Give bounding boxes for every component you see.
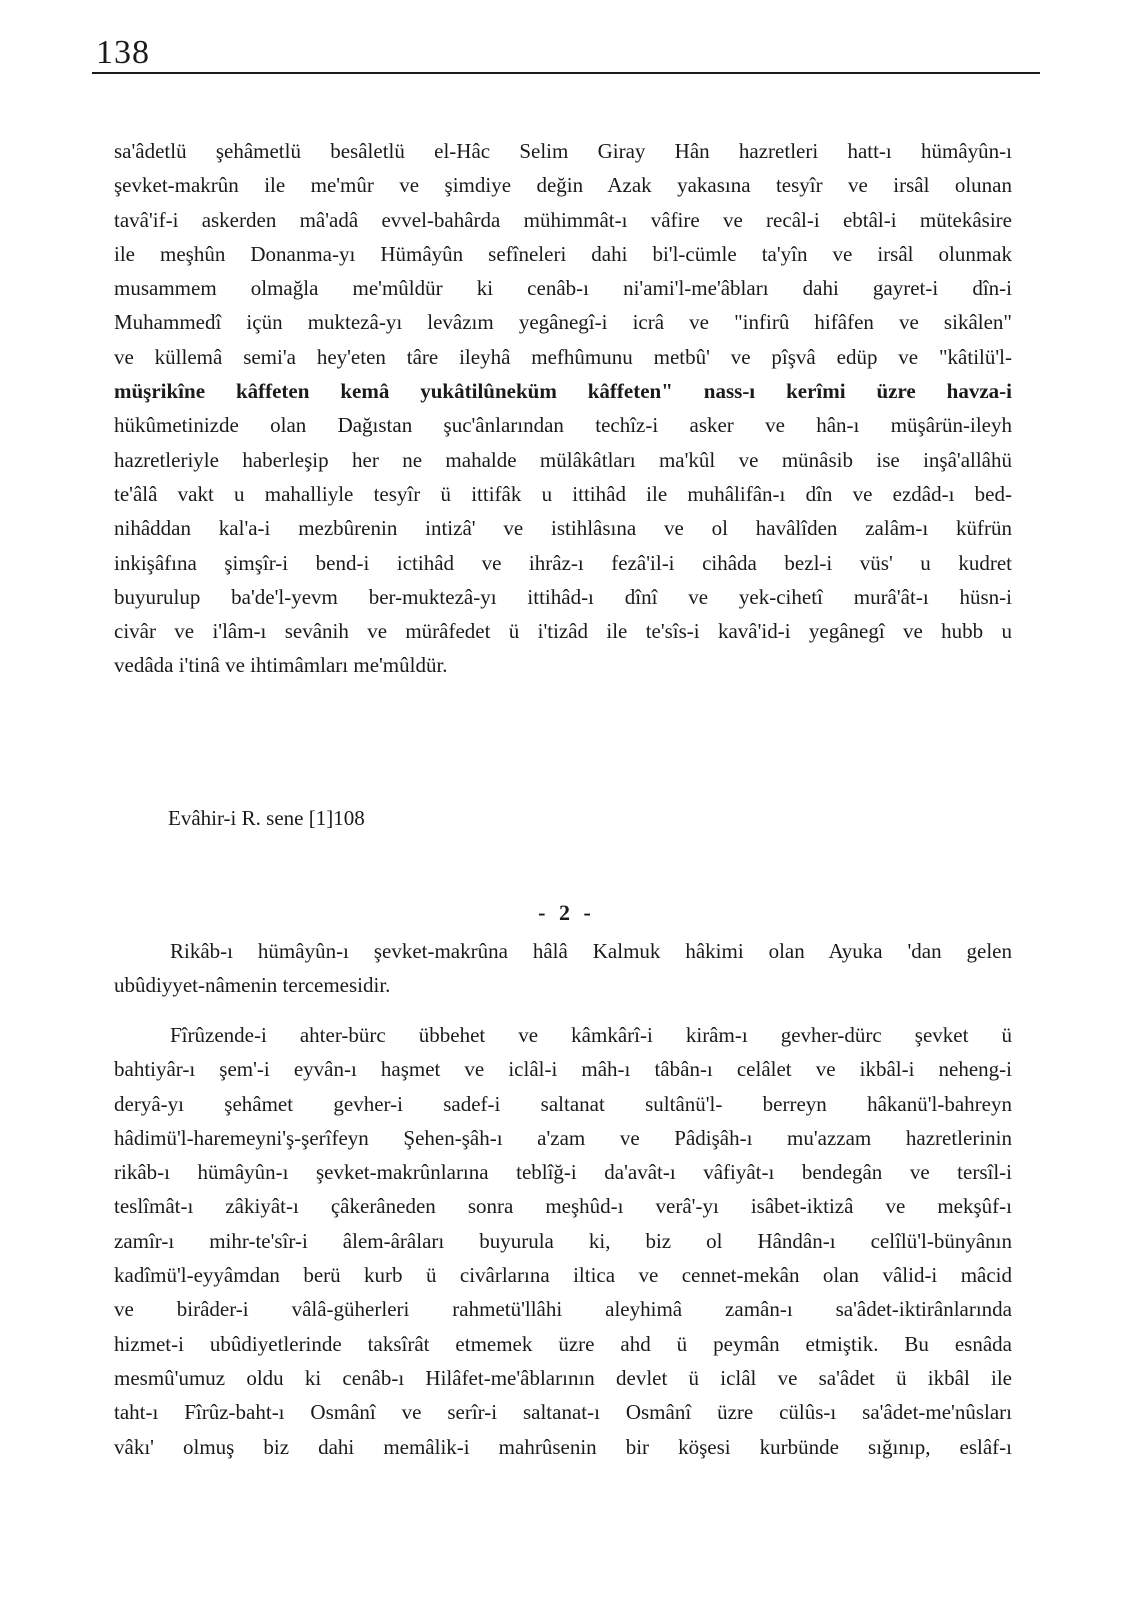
paragraph-1	[114, 134, 1012, 683]
text-line: hizmet-i ubûdiyetlerinde taksîrât etmemek üzre ahd ü peymân etmiştik. Bu esnâda	[114, 1331, 1012, 1356]
date-line: Evâhir-i R. sene [1]108	[168, 806, 365, 830]
header-rule	[92, 72, 1040, 74]
text-line: hükûmetinizde olan Dağıstan şuc'ânlarından techîz-i asker ve hân-ı müşârün-ileyh	[114, 413, 1012, 438]
text-line: zamîr-ı mihr-te'sîr-i âlem-ârâları buyurula ki, biz ol Hândân-ı celîlü'l-bünyânın	[114, 1228, 1012, 1253]
text-line: rikâb-ı hümâyûn-ı şevket-makrûnlarına teblîğ-i da'avât-ı vâfiyât-ı bendegân ve tersîl-i	[114, 1160, 1012, 1185]
text-line: ve birâder-i vâlâ-güherleri rahmetü'llâhi aleyhimâ zamân-ı sa'âdet-iktirânlarında	[114, 1297, 1012, 1322]
text-line: te'âlâ vakt u mahalliyle tesyîr ü ittifâk u ittihâd ile muhâlifân-ı dîn ve ezdâd-ı bed-	[114, 481, 1012, 506]
text-line: ubûdiyyet-nâmenin tercemesidir.	[114, 973, 391, 998]
text-line: nihâddan kal'a-i mezbûrenin intizâ' ve istihlâsına ve ol havâlîden zalâm-ı küfrün	[114, 516, 1012, 541]
text-line: Rikâb-ı hümâyûn-ı şevket-makrûna hâlâ Kalmuk hâkimi olan Ayuka 'dan gelen	[170, 939, 1012, 963]
text-line: hâdimü'l-haremeyni'ş-şerîfeyn Şehen-şâh-ı a'zam ve Pâdişâh-ı mu'azzam hazretlerinin	[114, 1125, 1012, 1150]
text-line: vâkı' olmuş biz dahi memâlik-i mahrûsenin bir köşesi kurbünde sığınıp, eslâf-ı	[114, 1434, 1012, 1459]
text-line: ile meşhûn Donanma-yı Hümâyûn sefîneleri dahi bi'l-cümle ta'yîn ve irsâl olunmak	[114, 241, 1012, 266]
text-line: sa'âdetlü şehâmetlü besâletlü el-Hâc Selim Giray Hân hazretleri hatt-ı hümâyûn-ı	[114, 139, 1012, 163]
text-line: kadîmü'l-eyyâmdan berü kurb ü civârlarına iltica ve cennet-mekân olan vâlid-i mâcid	[114, 1263, 1012, 1288]
text-line: deryâ-yı şehâmet gevher-i sadef-i saltanat sultânü'l- berreyn hâkanü'l-bahreyn	[114, 1091, 1012, 1116]
paragraph-3	[114, 1018, 1012, 1464]
text-line: civâr ve i'lâm-ı sevânih ve mürâfedet ü i'tizâd ile te'sîs-i kavâ'id-i yegânegî ve hubb u	[114, 619, 1012, 644]
text-line: mesmû'umuz oldu ki cenâb-ı Hilâfet-me'âblarının devlet ü iclâl ve sa'âdet ü ikbâl ile	[114, 1365, 1012, 1390]
text-line: hazretleriyle haberleşip her ne mahalde mülâkâtları ma'kûl ve münâsib ise inşâ'allâhü	[114, 447, 1012, 472]
text-line: ve küllemâ semi'a hey'eten târe ileyhâ mefhûmunu metbû' ve pîşvâ edüp ve "kâtilü'l-	[114, 344, 1012, 369]
paragraph-2	[114, 934, 1012, 1003]
text-line: taht-ı Fîrûz-baht-ı Osmânî ve serîr-i saltanat-ı Osmânî üzre cülûs-ı sa'âdet-me'nûsları	[114, 1400, 1012, 1425]
text-line: teslîmât-ı zâkiyât-ı çâkerâneden sonra meşhûd-ı verâ'-yı isâbet-iktizâ ve mekşûf-ı	[114, 1194, 1012, 1219]
text-line: Fîrûzende-i ahter-bürc übbehet ve kâmkârî-i kirâm-ı gevher-dürc şevket ü	[170, 1023, 1012, 1047]
text-line: Muhammedî içün muktezâ-yı levâzım yegânegî-i icrâ ve "infirû hifâfen ve sikâlen"	[114, 310, 1012, 335]
text-line: buyurulup ba'de'l-yevm ber-muktezâ-yı ittihâd-ı dînî ve yek-cihetî murâ'ât-ı hüsn-i	[114, 584, 1012, 609]
page-number: 138	[96, 34, 150, 71]
text-line: müşrikîne kâffeten kemâ yukâtilûneküm kâffeten" nass-ı kerîmi üzre havza-i	[114, 379, 1012, 404]
text-line: inkişâfına şimşîr-i bend-i ictihâd ve ihrâz-ı fezâ'il-i cihâda bezl-i vüs' u kudret	[114, 550, 1012, 575]
text-line: tavâ'if-i askerden mâ'adâ evvel-bahârda mühimmât-ı vâfire ve recâl-i ebtâl-i mütekâsire	[114, 207, 1012, 232]
section-number: - 2 -	[538, 900, 595, 925]
text-line: bahtiyâr-ı şem'-i eyvân-ı haşmet ve iclâl-i mâh-ı tâbân-ı celâlet ve ikbâl-i neheng-i	[114, 1057, 1012, 1082]
text-line: şevket-makrûn ile me'mûr ve şimdiye değin Azak yakasına tesyîr ve irsâl olunan	[114, 173, 1012, 198]
text-line: musammem olmağla me'mûldür ki cenâb-ı ni'ami'l-me'âbları dahi gayret-i dîn-i	[114, 276, 1012, 301]
text-line: vedâda i'tinâ ve ihtimâmları me'mûldür.	[114, 653, 448, 678]
